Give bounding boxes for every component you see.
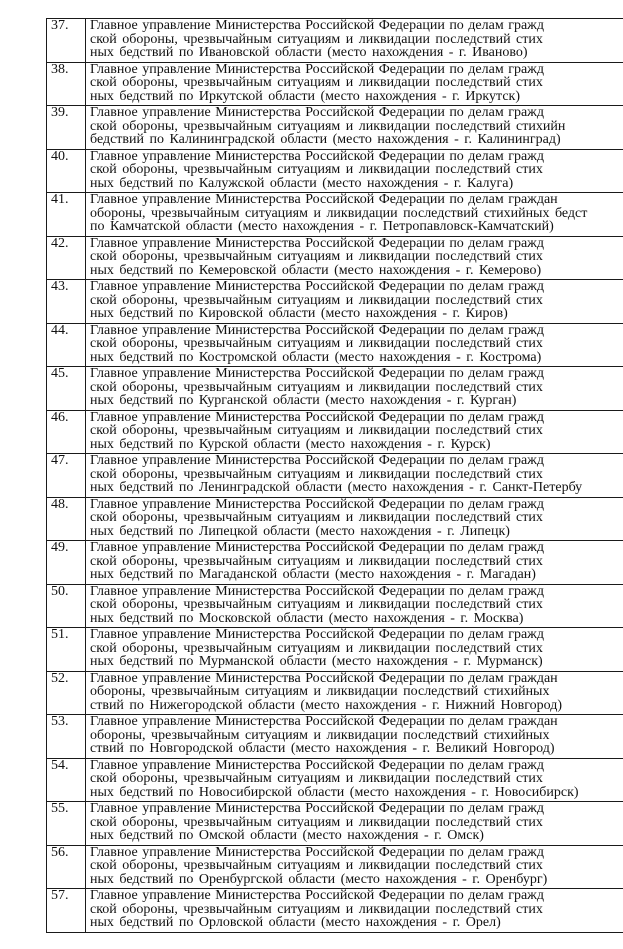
table-row	[47, 323, 623, 367]
row-text-line: ской обороны, чрезвычайным ситуациям и ликвидации последствий стих	[90, 859, 543, 873]
row-text	[86, 236, 623, 280]
row-number: 45.	[47, 367, 86, 411]
row-text-line: ской обороны, чрезвычайным ситуациям и ликвидации последствий стих	[90, 641, 543, 656]
row-text-line: ных бедствий по Магаданской области (место нахождения - г. Магадан)	[90, 568, 536, 582]
row-text	[86, 367, 623, 411]
table-row	[47, 62, 623, 106]
row-text-block	[90, 237, 623, 280]
row-text-line: ской обороны, чрезвычайным ситуациям и ликвидации последствий стих	[90, 554, 543, 569]
row-text-line: Главное управление Министерства Российской Федерации по делам гражд	[90, 62, 544, 77]
row-text-line: Главное управление Министерства Российской Федерации по делам гражд	[90, 19, 544, 33]
row-number: 40.	[47, 149, 86, 193]
row-text-line: ных бедствий по Костромской области (место нахождения - г. Кострома)	[90, 350, 542, 365]
row-text-block	[90, 367, 623, 410]
row-text-block	[90, 106, 623, 149]
row-text-line: ных бедствий по Калужской области (место нахождения - г. Калуга)	[90, 176, 514, 191]
table-row	[47, 106, 623, 150]
row-text-line: ской обороны, чрезвычайным ситуациям и ликвидации последствий стих	[90, 163, 543, 177]
row-text-line: ской обороны, чрезвычайным ситуациям и ликвидации последствий стих	[90, 32, 543, 47]
row-text-line: ных бедствий по Курганской области (место нахождения - г. Курган)	[90, 394, 517, 408]
table-row	[47, 541, 623, 585]
row-text-line: ской обороны, чрезвычайным ситуациям и ликвидации последствий стих	[90, 337, 543, 351]
row-text-line: ской обороны, чрезвычайным ситуациям и ликвидации последствий стих	[90, 511, 543, 525]
row-text	[86, 193, 623, 237]
row-text-line: ской обороны, чрезвычайным ситуациям и ликвидации последствий стих	[90, 250, 543, 264]
row-text-line: Главное управление Министерства Российской Федерации по делам гражд	[90, 454, 544, 468]
table-row	[47, 280, 623, 324]
row-text-block	[90, 802, 623, 845]
row-text-line: Главное управление Министерства Российской Федерации по делам гражд	[90, 106, 544, 120]
table-row	[47, 584, 623, 628]
row-number: 53.	[47, 715, 86, 759]
row-text-line: ской обороны, чрезвычайным ситуациям и ликвидации последствий стих	[90, 380, 543, 395]
row-number: 52.	[47, 671, 86, 715]
row-text-line: ных бедствий по Новосибирской области (место нахождения - г. Новосибирск)	[90, 785, 579, 800]
row-text	[86, 149, 623, 193]
row-number: 50.	[47, 584, 86, 628]
directorate-table	[46, 18, 623, 933]
row-text	[86, 323, 623, 367]
row-text-line: Главное управление Министерства Российской Федерации по делам гражд	[90, 889, 544, 903]
row-text-line: ствий по Нижегородской области (место нахождения - г. Нижний Новгород)	[90, 698, 562, 713]
row-number: 43.	[47, 280, 86, 324]
row-text-line: ных бедствий по Липецкой области (место нахождения - г. Липецк)	[90, 524, 510, 539]
row-text	[86, 715, 623, 759]
row-text-line: обороны, чрезвычайным ситуациям и ликвидации последствий стихийных	[90, 728, 550, 743]
row-text	[86, 671, 623, 715]
row-text	[86, 541, 623, 585]
row-text	[86, 454, 623, 498]
row-text	[86, 410, 623, 454]
row-text-line: Главное управление Министерства Российской Федерации по делам гражд	[90, 845, 544, 860]
table-row	[47, 628, 623, 672]
row-text	[86, 497, 623, 541]
row-number: 54.	[47, 758, 86, 802]
row-text	[86, 758, 623, 802]
row-text-line: бедствий по Калининградской области (место нахождения - г. Калининград)	[90, 133, 561, 147]
row-number: 41.	[47, 193, 86, 237]
row-text-line: Главное управление Министерства Российской Федерации по делам гражд	[90, 280, 544, 294]
row-text-line: ных бедствий по Ивановской области (место нахождения - г. Иваново)	[90, 46, 528, 60]
row-text-line: Главное управление Министерства Российской Федерации по делам гражд	[90, 323, 544, 338]
row-text-block	[90, 324, 623, 367]
row-text-line: Главное управление Министерства Российской Федерации по делам граждан	[90, 715, 558, 729]
table-row	[47, 845, 623, 889]
row-text-line: ской обороны, чрезвычайным ситуациям и ликвидации последствий стихийн	[90, 119, 566, 134]
row-text-line: Главное управление Министерства Российской Федерации по делам гражд	[90, 410, 544, 425]
row-text-line: Главное управление Министерства Российской Федерации по делам гражд	[90, 367, 544, 381]
row-text-line: Главное управление Министерства Российской Федерации по делам гражд	[90, 541, 544, 555]
row-number: 56.	[47, 845, 86, 889]
row-text-line: ской обороны, чрезвычайным ситуациям и ликвидации последствий стих	[90, 772, 543, 786]
row-number: 47.	[47, 454, 86, 498]
row-text-block	[90, 759, 623, 802]
table-row	[47, 236, 623, 280]
table-row	[47, 758, 623, 802]
row-text-line: ствий по Новгородской области (место нахождения - г. Великий Новгород)	[90, 742, 555, 756]
row-text-block	[90, 498, 623, 541]
row-text-block	[90, 628, 623, 671]
row-text-line: ных бедствий по Московской области (место нахождения - г. Москва)	[90, 611, 524, 626]
row-text-line: ных бедствий по Ленинградской области (место нахождения - г. Санкт-Петербу	[90, 481, 583, 495]
table-row	[47, 193, 623, 237]
row-text-line: ской обороны, чрезвычайным ситуациям и ликвидации последствий стих	[90, 293, 543, 308]
row-text-line: Главное управление Министерства Российской Федерации по делам гражд	[90, 802, 544, 816]
row-text-line: ской обороны, чрезвычайным ситуациям и ликвидации последствий стих	[90, 424, 543, 438]
row-text	[86, 889, 623, 933]
row-text-line: Главное управление Министерства Российской Федерации по делам граждан	[90, 671, 558, 686]
row-text-block	[90, 889, 623, 932]
row-text	[86, 106, 623, 150]
directorate-table-body	[47, 19, 623, 933]
row-text	[86, 62, 623, 106]
row-text	[86, 584, 623, 628]
table-row	[47, 19, 623, 63]
table-row	[47, 410, 623, 454]
row-text-line: ных бедствий по Омской области (место нахождения - г. Омск)	[90, 829, 484, 843]
row-text-line: Главное управление Министерства Российской Федерации по делам гражд	[90, 628, 544, 642]
row-text	[86, 628, 623, 672]
row-text-line: обороны, чрезвычайным ситуациям и ликвидации последствий стихийных	[90, 685, 550, 699]
row-text-line: ных бедствий по Оренбургской области (место нахождения - г. Оренбург)	[90, 872, 548, 887]
row-text-line: ных бедствий по Кемеровской области (место нахождения - г. Кемерово)	[90, 263, 542, 278]
row-text	[86, 845, 623, 889]
table-row	[47, 497, 623, 541]
row-text-line: ных бедствий по Иркутской области (место нахождения - г. Иркутск)	[90, 89, 521, 104]
row-text-line: ской обороны, чрезвычайным ситуациям и ликвидации последствий стих	[90, 598, 543, 612]
row-text-block	[90, 63, 623, 106]
row-text-block	[90, 541, 623, 584]
row-text-block	[90, 19, 623, 62]
row-text	[86, 802, 623, 846]
row-text-line: Главное управление Министерства Российской Федерации по делам гражд	[90, 149, 544, 164]
row-text-block	[90, 672, 623, 715]
row-number: 39.	[47, 106, 86, 150]
row-number: 49.	[47, 541, 86, 585]
table-row	[47, 149, 623, 193]
row-number: 37.	[47, 19, 86, 63]
row-number: 48.	[47, 497, 86, 541]
table-row	[47, 715, 623, 759]
row-text-line: ской обороны, чрезвычайным ситуациям и ликвидации последствий стих	[90, 76, 543, 90]
row-number: 51.	[47, 628, 86, 672]
table-row	[47, 671, 623, 715]
row-text	[86, 19, 623, 63]
row-number: 38.	[47, 62, 86, 106]
row-text-line: Главное управление Министерства Российской Федерации по делам граждан	[90, 193, 558, 207]
row-text-line: ных бедствий по Кировской области (место нахождения - г. Киров)	[90, 307, 508, 321]
row-number: 57.	[47, 889, 86, 933]
row-text-line: по Камчатской области (место нахождения - г. Петропавловск-Камчатский)	[90, 220, 554, 234]
row-text-line: ской обороны, чрезвычайным ситуациям и ликвидации последствий стих	[90, 815, 543, 830]
row-text-line: ных бедствий по Орловской области (место нахождения - г. Орел)	[90, 916, 501, 930]
row-number: 55.	[47, 802, 86, 846]
row-text	[86, 280, 623, 324]
row-text-line: ных бедствий по Курской области (место нахождения - г. Курск)	[90, 437, 491, 452]
row-number: 42.	[47, 236, 86, 280]
row-text-line: Главное управление Министерства Российской Федерации по делам гражд	[90, 236, 544, 251]
row-text-line: ных бедствий по Мурманской области (место нахождения - г. Мурманск)	[90, 655, 543, 669]
row-text-block	[90, 280, 623, 323]
row-text-block	[90, 585, 623, 628]
row-text-line: ской обороны, чрезвычайным ситуациям и ликвидации последствий стих	[90, 467, 543, 482]
table-row	[47, 454, 623, 498]
row-text-line: Главное управление Министерства Российской Федерации по делам гражд	[90, 497, 544, 512]
row-text-block	[90, 193, 623, 236]
row-text-line: Главное управление Министерства Российской Федерации по делам гражд	[90, 758, 544, 773]
row-text-block	[90, 150, 623, 193]
table-row	[47, 889, 623, 933]
row-text-line: ской обороны, чрезвычайным ситуациям и ликвидации последствий стих	[90, 902, 543, 917]
row-number: 46.	[47, 410, 86, 454]
row-text-block	[90, 715, 623, 758]
row-text-line: обороны, чрезвычайным ситуациям и ликвидации последствий стихийных бедст	[90, 206, 588, 221]
row-text-line: Главное управление Министерства Российской Федерации по делам гражд	[90, 584, 544, 599]
row-number: 44.	[47, 323, 86, 367]
row-text-block	[90, 454, 623, 497]
row-text-block	[90, 846, 623, 889]
row-text-block	[90, 411, 623, 454]
table-row	[47, 802, 623, 846]
table-row	[47, 367, 623, 411]
